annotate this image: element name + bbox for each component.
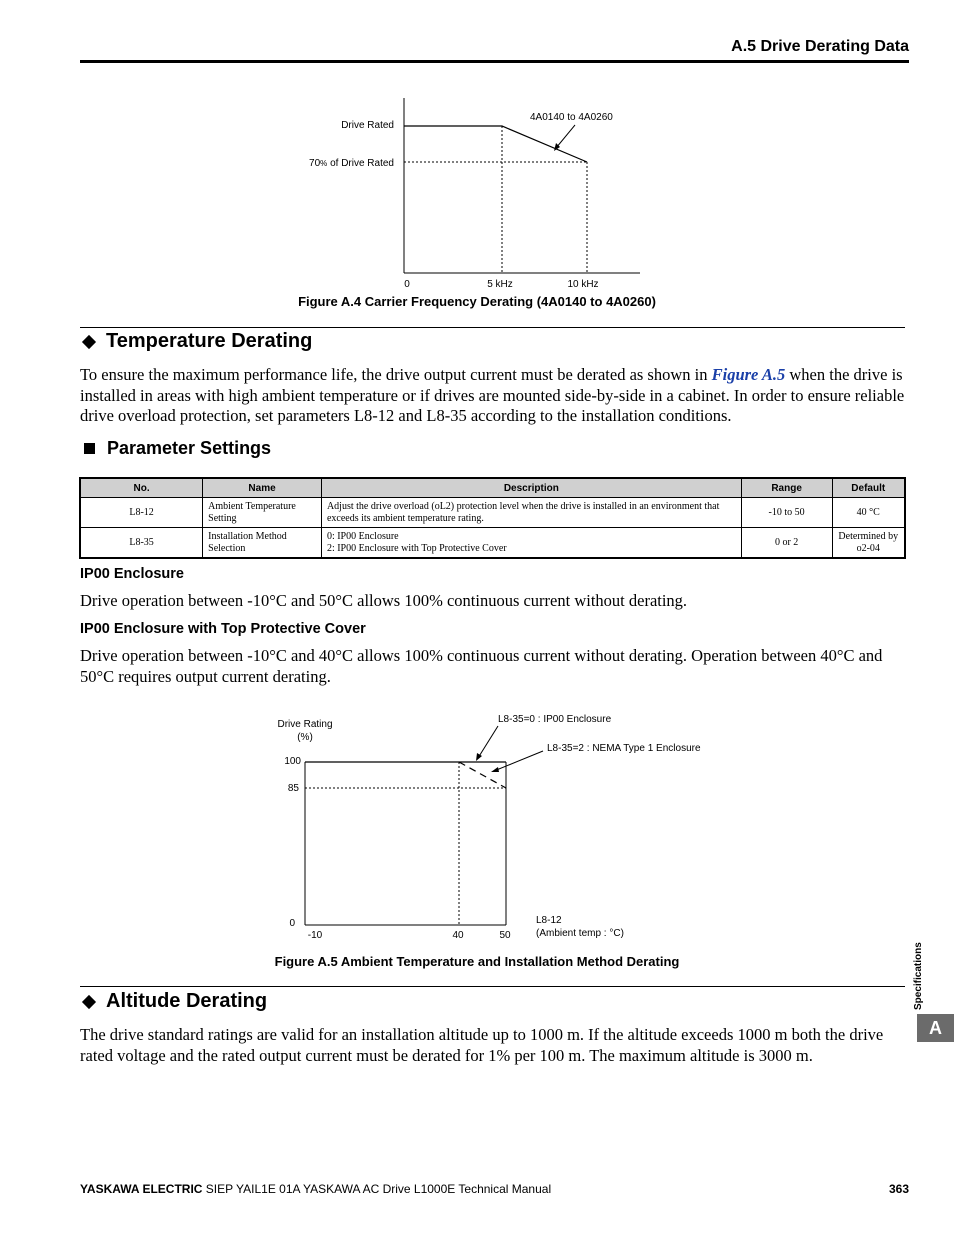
a5-callout-nema-arrow: [491, 767, 499, 772]
cell-description: [321, 498, 741, 528]
figure-a4-chart: [0, 0, 954, 300]
table-header-row: [80, 478, 905, 498]
temp-intro-paragraph: [80, 365, 908, 427]
a4-ylabel-rated: Drive Rated: [341, 120, 394, 131]
cell-range: 0 or 2: [741, 528, 832, 559]
a5-xtick-40: 40: [452, 930, 464, 941]
footer-brand: YASKAWA ELECTRIC: [80, 1182, 203, 1196]
a5-ylabel-2: (%): [297, 732, 313, 743]
ip00-cover-paragraph: Drive operation between -10°C and 40°C allows 100% continuous current without derating. Operation between 40°C and 50°C requires output current derating.: [80, 646, 883, 686]
square-bullet-icon: [84, 443, 95, 454]
figure-a5-chart: [0, 700, 954, 950]
a4-xtick-10: 10 kHz: [567, 279, 599, 290]
table-row: [80, 528, 905, 559]
param-settings-title-text: Parameter Settings: [107, 438, 272, 458]
diamond-bullet-icon: [82, 994, 96, 1008]
a5-xlabel-2: (Ambient temp : °C): [536, 928, 624, 939]
ip00-paragraph: Drive operation between -10°C and 50°C allows 100% continuous current without derating.: [80, 591, 688, 610]
figure-a5-link[interactable]: Figure A.5: [711, 365, 786, 384]
a5-callout-nema: [494, 751, 543, 771]
footer: [80, 1182, 551, 1196]
a4-callout-line: [556, 125, 575, 148]
a5-callout-ip00-arrow: [476, 753, 482, 761]
col-header-name: Name: [203, 478, 322, 498]
cell-default: 40 °C: [832, 498, 905, 528]
temp-section-title-text: Temperature Derating: [106, 330, 313, 352]
figure-a4-caption: Figure A.4 Carrier Frequency Derating (4A0140 to 4A0260): [298, 294, 656, 309]
ip00-cover-title: IP00 Enclosure with Top Protective Cover: [80, 621, 366, 637]
a4-xtick-0: 0: [404, 279, 410, 290]
col-header-range: Range: [741, 478, 832, 498]
ip00-title: IP00 Enclosure: [80, 566, 184, 582]
a4-xtick-5: 5 kHz: [487, 279, 513, 290]
temp-section-rule: [80, 327, 905, 328]
param-settings-title: [80, 438, 271, 459]
col-header-default: Default: [832, 478, 905, 498]
a5-callout-ip00: [478, 726, 498, 758]
a5-ytick-0: 0: [289, 918, 295, 929]
cell-name: Installation Method Selection: [203, 528, 322, 559]
a5-ytick-85: 85: [287, 783, 299, 794]
temp-section-title: [80, 330, 312, 353]
parameter-table: [79, 477, 906, 559]
temp-intro-text-1: To ensure the maximum performance life, the drive output current must be derated as shown in: [80, 365, 712, 384]
a4-ylabel-70: 70% of Drive Rated: [309, 158, 394, 169]
header-title: A.5 Drive Derating Data: [731, 38, 909, 55]
cell-no: L8-12: [80, 498, 203, 528]
description-line: 2: IP00 Enclosure with Top Protective Cover: [326, 542, 507, 554]
a5-series-label-ip00: L8-35=0 : IP00 Enclosure: [498, 714, 612, 725]
a5-xtick-minus10: -10: [307, 930, 323, 941]
cell-no: L8-35: [80, 528, 203, 559]
figure-a5-caption: Figure A.5 Ambient Temperature and Installation Method Derating: [274, 954, 680, 969]
alt-paragraph: The drive standard ratings are valid for an installation altitude up to 1000 m. If the altitude exceeds 1000 m both the drive rated voltage and the rated output current must be derated for 1% per 100 m. The maximum altitude is 3000 m.: [80, 1025, 884, 1065]
a4-series-label: 4A0140 to 4A0260: [530, 112, 613, 123]
a5-ytick-100: 100: [284, 756, 301, 767]
cell-description: [321, 528, 741, 559]
a5-xtick-50: 50: [499, 930, 511, 941]
a5-xlabel-1: L8-12: [536, 915, 562, 926]
alt-section-rule: [80, 986, 905, 987]
a5-series-nema-drop: [459, 762, 506, 788]
page-number: 363: [888, 1182, 909, 1196]
a5-series-label-nema: L8-35=2 : NEMA Type 1 Enclosure: [547, 743, 701, 754]
diamond-bullet-icon: [82, 334, 96, 348]
col-header-no: No.: [80, 478, 203, 498]
description-line: 0: IP00 Enclosure: [326, 530, 399, 542]
alt-section-title-text: Altitude Derating: [106, 990, 268, 1012]
footer-text: SIEP YAIL1E 01A YASKAWA AC Drive L1000E Technical Manual: [202, 1182, 552, 1196]
temp-intro-text-2: when the drive is installed in areas with high ambient temperature or if drives are mounted side-by-side in a cabinet. In order to ensure reliable drive overload protection, set parameters L8-12 and L8-35 according to the installation conditions.: [80, 365, 905, 425]
a5-ylabel-1: Drive Rating: [277, 719, 333, 730]
cell-range: -10 to 50: [741, 498, 832, 528]
side-tab-label: Specifications: [913, 942, 924, 1010]
col-header-description: Description: [321, 478, 741, 498]
table-row: [80, 498, 905, 528]
description-line: Adjust the drive overload (oL2) protection level when the drive is installed in an environment that exceeds its ambient temperature rating.: [326, 500, 720, 524]
cell-name: Ambient Temperature Setting: [203, 498, 322, 528]
cell-default: Determined by o2-04: [832, 528, 905, 559]
side-tab-letter[interactable]: A: [917, 1014, 954, 1042]
alt-section-title: [80, 990, 267, 1013]
